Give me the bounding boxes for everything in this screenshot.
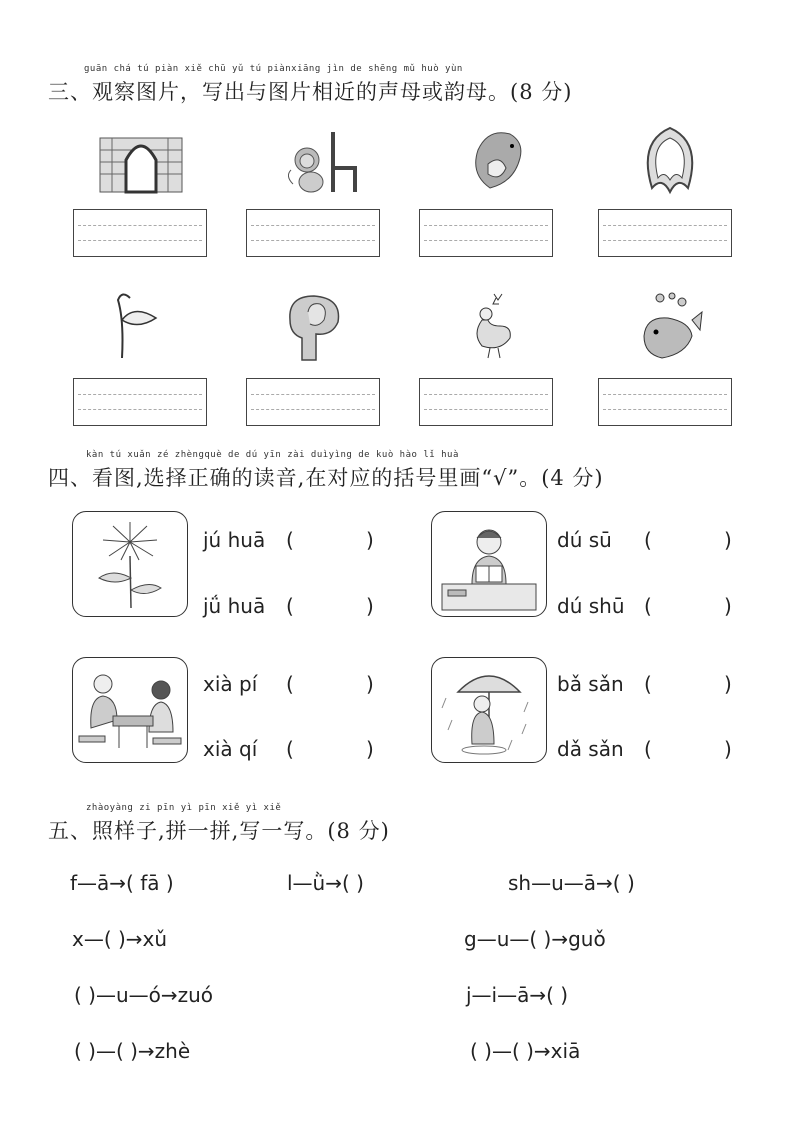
section3-pinyin: guān chá tú piàn xiě chū yǔ tú piànxiāng jìn de shēng mǔ huò yùn (84, 64, 463, 74)
answer-box[interactable] (73, 209, 207, 257)
answer-slot[interactable] (656, 594, 720, 620)
option-label: jú huā (203, 528, 266, 552)
section4-title: 四、看图,选择正确的读音,在对应的括号里画“√”。(4 分) (48, 466, 604, 490)
option-label: jǘ huā (203, 594, 266, 618)
paren-close: ) (724, 594, 732, 618)
answer-slot[interactable] (656, 737, 720, 763)
lion-chair-picture (283, 128, 363, 196)
exercise-item: j—i—ā→( ) (466, 983, 569, 1007)
answer-box[interactable] (598, 209, 732, 257)
exercise-item: sh—u—ā→( ) (508, 871, 635, 895)
umbrella-rain-picture (431, 657, 547, 763)
paren-close: ) (724, 672, 732, 696)
answer-box[interactable] (419, 378, 553, 426)
paren-open: ( (644, 528, 652, 552)
paren-open: ( (644, 594, 652, 618)
answer-slot[interactable] (298, 672, 362, 698)
option-label: dú sū (557, 528, 612, 552)
section5-pinyin: zhàoyàng zi pīn yì pīn xiě yì xiě (86, 803, 282, 813)
answer-slot[interactable] (298, 594, 362, 620)
exercise-item: ( )—( )→zhè (74, 1039, 191, 1063)
answer-slot[interactable] (298, 737, 362, 763)
answer-box[interactable] (419, 209, 553, 257)
exercise-item: ( )—( )→xiā (470, 1039, 581, 1063)
paren-close: ) (366, 672, 374, 696)
option-label: dú shū (557, 594, 625, 618)
paren-close: ) (724, 528, 732, 552)
sprout-picture (108, 290, 164, 360)
playing-chess-picture (72, 657, 188, 763)
option-label: xià pí (203, 672, 258, 696)
exercise-item: g—u—( )→guǒ (464, 927, 606, 951)
paren-open: ( (286, 672, 294, 696)
section4-pinyin: kàn tú xuǎn zé zhèngquè de dú yīn zài duìyìng de kuò hào lǐ huà (86, 450, 459, 460)
boy-reading-picture (431, 511, 547, 617)
option-label: xià qí (203, 737, 258, 761)
paren-open: ( (644, 672, 652, 696)
exercise-item: f—ā→( fā ) (70, 871, 174, 895)
paren-close: ) (366, 594, 374, 618)
exercise-item: ( )—u—ó→zuó (74, 983, 214, 1007)
answer-box[interactable] (246, 378, 380, 426)
answer-slot[interactable] (656, 672, 720, 698)
paren-close: ) (366, 737, 374, 761)
exercise-item: l—ǜ→( ) (287, 871, 364, 895)
answer-slot[interactable] (298, 528, 362, 554)
arch-gate-picture (98, 128, 184, 194)
paren-open: ( (286, 528, 294, 552)
fish-picture (636, 290, 704, 364)
option-label: dǎ sǎn (557, 737, 624, 761)
paren-open: ( (286, 737, 294, 761)
ring-picture (638, 122, 702, 196)
answer-box[interactable] (246, 209, 380, 257)
answer-box[interactable] (598, 378, 732, 426)
section3-title: 三、观察图片，写出与图片相近的声母或韵母。(8 分) (48, 80, 573, 104)
elephant-picture (280, 290, 352, 364)
exercise-item: x—( )→xǔ (72, 927, 168, 951)
hedgehog-picture (470, 124, 530, 194)
paren-close: ) (366, 528, 374, 552)
chicken-picture (466, 290, 522, 362)
paren-open: ( (286, 594, 294, 618)
paren-open: ( (644, 737, 652, 761)
answer-slot[interactable] (656, 528, 720, 554)
answer-box[interactable] (73, 378, 207, 426)
section5-title: 五、照样子,拼一拼,写一写。(8 分) (48, 819, 390, 843)
option-label: bǎ sǎn (557, 672, 624, 696)
chrysanthemum-picture (72, 511, 188, 617)
paren-close: ) (724, 737, 732, 761)
